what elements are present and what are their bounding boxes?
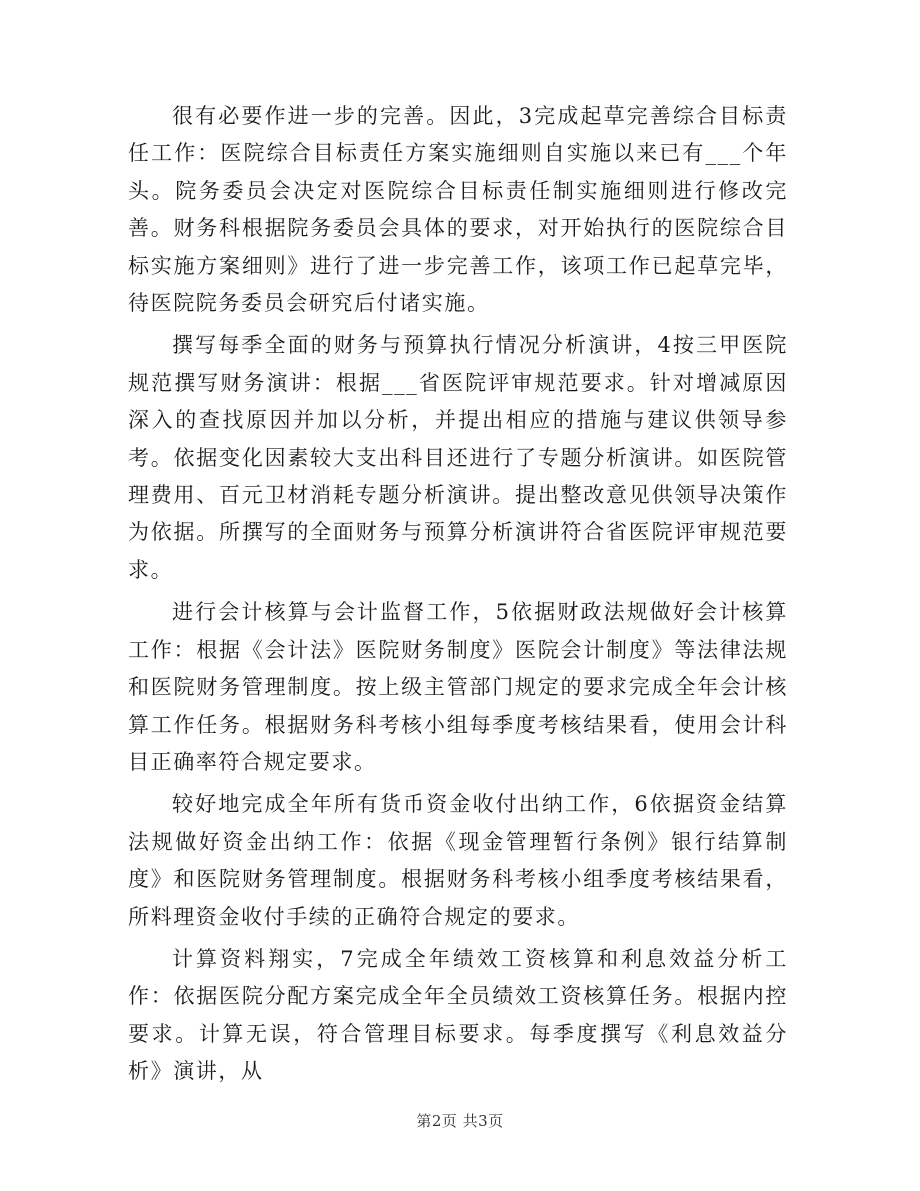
paragraph-3: 进行会计核算与会计监督工作，5依据财政法规做好会计核算工作：根据《会计法》医院财务制度》医院会计制度》等法律法规和医院财务管理制度。按上级主管部门规定的要求完成全年会计核算工作任务。根据财务科考核小组每季度考核结果看，使用会计科目正确率符合规定要求。 — [128, 600, 788, 774]
document-body — [128, 98, 788, 1096]
paragraph-1: 很有必要作进一步的完善。因此，3完成起草完善综合目标责任工作：医院综合目标责任方案实施细则自实施以来已有___个年头。院务委员会决定对医院综合目标责任制实施细则进行修改完善。财务科根据院务委员会具体的要求，对开始执行的医院综合目标实施方案细则》进行了进一步完善工作，该项工作已起草完毕，待医院院务委员会研究后付诸实施。 — [128, 104, 788, 316]
paragraph-2: 撰写每季全面的财务与预算执行情况分析演讲，4按三甲医院规范撰写财务演讲：根据___省医院评审规范要求。针对增减原因深入的查找原因并加以分析，并提出相应的措施与建议供领导参考。依据变化因素较大支出科目还进行了专题分析演讲。如医院管理费用、百元卫材消耗专题分析演讲。提出整改意见供领导决策作为依据。所撰写的全面财务与预算分析演讲符合省医院评审规范要求。 — [128, 333, 788, 582]
page-number-footer: 第2页 共3页 — [416, 1112, 504, 1130]
paragraph-4: 较好地完成全年所有货币资金收付出纳工作，6依据资金结算法规做好资金出纳工作：依据《现金管理暂行条例》银行结算制度》和医院财务管理制度。根据财务科考核小组季度考核结果看，所料理资金收付手续的正确符合规定的要求。 — [128, 792, 788, 929]
paragraph-5: 计算资料翔实，7完成全年绩效工资核算和利息效益分析工作：依据医院分配方案完成全年全员绩效工资核算任务。根据内控要求。计算无误，符合管理目标要求。每季度撰写《利息效益分析》演讲，从 — [128, 946, 788, 1084]
